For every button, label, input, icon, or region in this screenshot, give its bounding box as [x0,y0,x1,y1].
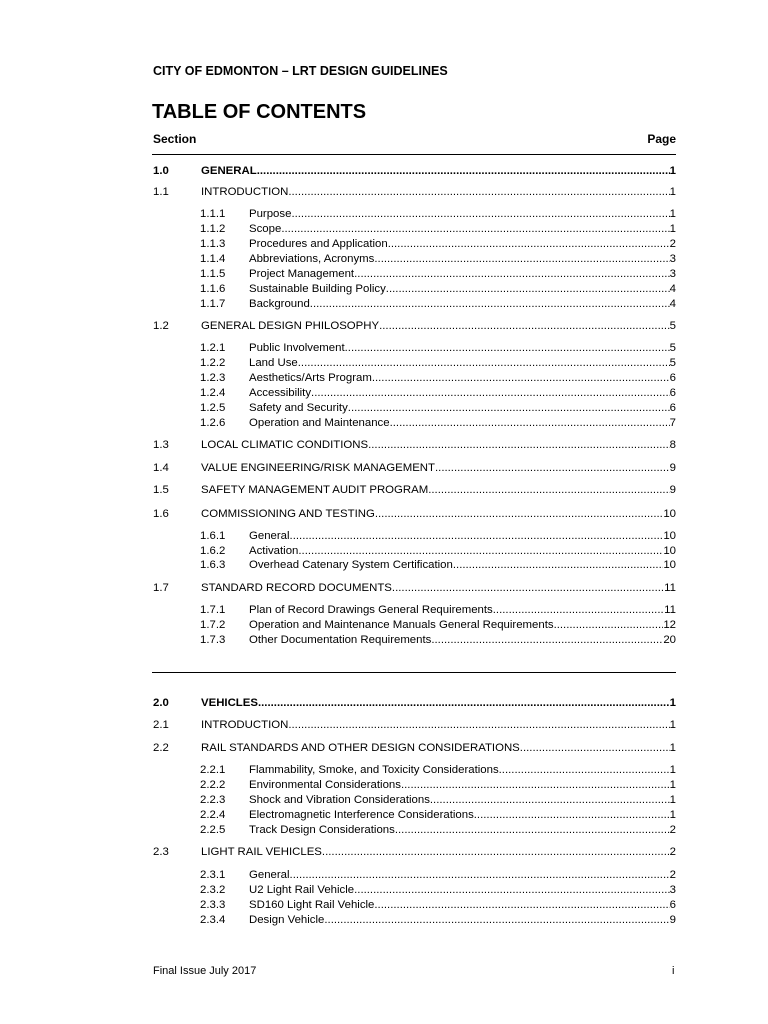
toc-entry-page: 3 [669,253,676,265]
toc-entry-number: 1.7.1 [200,604,226,616]
toc-entry-label: Plan of Record Drawings General Requirements [249,604,493,616]
toc-entry-label: Overhead Catenary System Certification [249,559,453,571]
toc-entry-page: 10 [663,530,676,542]
dot-leader [379,319,670,333]
toc-entry-number: 1.1.3 [200,238,226,250]
toc-entry-1-2-5[interactable] [153,401,676,415]
dot-leader [428,483,669,497]
toc-entry-1-1-4[interactable] [153,252,676,266]
toc-entry-number: 1.7.2 [200,619,226,631]
header-divider [152,154,676,155]
toc-entry-page: 1 [669,779,676,791]
toc-entry-page: 1 [669,742,676,754]
toc-entry-number: 2.2 [153,742,169,754]
toc-entry-2-2[interactable] [153,741,676,755]
toc-entry-2-3-4[interactable] [153,913,676,927]
toc-entry-number: 2.3 [153,846,169,858]
dot-leader [281,222,669,236]
toc-entry-label: Operation and Maintenance Manuals General Requirements [249,619,554,631]
toc-entry-page: 9 [669,914,676,926]
toc-entry-label: VEHICLES [201,697,258,709]
toc-entry-number: 2.2.2 [200,779,226,791]
toc-entry-number: 1.1.7 [200,298,226,310]
toc-entry-page: 2 [669,846,676,858]
toc-entry-1-7-2[interactable] [153,618,676,632]
toc-entry-number: 1.2.6 [200,417,226,429]
dot-leader [354,883,670,897]
toc-entry-label: Project Management [249,268,355,280]
toc-entry-2-2-3[interactable] [153,793,676,807]
toc-entry-page: 2 [669,824,676,836]
dot-leader [520,741,670,755]
toc-entry-1-6[interactable] [153,507,676,521]
toc-entry-page: 5 [669,357,676,369]
toc-entry-page: 2 [669,869,676,881]
toc-entry-number: 1.1.2 [200,223,226,235]
toc-entry-1-2-6[interactable] [153,416,676,430]
dot-leader [288,185,669,199]
dot-leader [257,164,670,178]
dot-leader [258,696,670,710]
toc-entry-2-2-1[interactable] [153,763,676,777]
toc-entry-1-1-7[interactable] [153,297,676,311]
toc-entry-label: Other Documentation Requirements [249,634,432,646]
toc-entry-label: GENERAL DESIGN PHILOSOPHY [201,320,380,332]
dot-leader [390,416,670,430]
toc-entry-label: LIGHT RAIL VEHICLES [201,846,322,858]
toc-entry-1-7-3[interactable] [153,633,676,647]
dot-leader [324,913,669,927]
toc-entry-1-6-3[interactable] [153,558,676,572]
toc-entry-number: 2.1 [153,719,169,731]
toc-entry-number: 2.2.3 [200,794,226,806]
toc-entry-page: 10 [663,545,676,557]
dot-leader [401,778,670,792]
toc-entry-number: 1.6.1 [200,530,226,542]
toc-entry-number: 1.6 [153,508,169,520]
toc-entry-2-2-2[interactable] [153,778,676,792]
toc-entry-page: 10 [663,559,676,571]
toc-entry-label: Public Involvement [249,342,345,354]
dot-leader [474,808,670,822]
toc-entry-1-4[interactable] [153,461,676,475]
toc-entry-page: 11 [664,582,676,594]
dot-leader [291,207,669,221]
toc-entry-number: 1.2.5 [200,402,226,414]
dot-leader [322,845,670,859]
toc-entry-1-2[interactable] [153,319,676,333]
toc-entry-number: 1.2.1 [200,342,226,354]
toc-entry-page: 1 [669,809,676,821]
dot-leader [374,252,669,266]
toc-entry-number: 1.2 [153,320,169,332]
toc-entry-page: 9 [669,484,676,496]
toc-entry-page: 1 [669,186,676,198]
toc-entry-page: 1 [669,794,676,806]
toc-entry-page: 5 [669,320,676,332]
toc-entry-label: RAIL STANDARDS AND OTHER DESIGN CONSIDERATIONS [201,742,520,754]
dot-leader [435,461,670,475]
toc-entry-label: COMMISSIONING AND TESTING [201,508,375,520]
toc-entry-number: 1.6.2 [200,545,226,557]
toc-entry-page: 1 [669,764,676,776]
dot-leader [348,401,670,415]
toc-entry-label: Design Vehicle [249,914,325,926]
toc-entry-label: Land Use [249,357,298,369]
toc-entry-number: 1.1 [153,186,169,198]
footer-page-number: i [672,965,675,977]
toc-entry-number: 2.3.1 [200,869,226,881]
toc-entry-page: 1 [669,719,676,731]
toc-entry-2-3-1[interactable] [153,868,676,882]
toc-entry-page: 7 [669,417,676,429]
toc-entry-1-1-1[interactable] [153,207,676,221]
toc-entry-number: 1.7 [153,582,169,594]
toc-entry-label: U2 Light Rail Vehicle [249,884,355,896]
toc-entry-label: VALUE ENGINEERING/RISK MANAGEMENT [201,462,435,474]
toc-entry-label: Aesthetics/Arts Program [249,372,372,384]
toc-entry-page: 1 [669,208,676,220]
toc-entry-number: 2.2.1 [200,764,226,776]
toc-entry-page: 6 [669,372,676,384]
dot-leader [290,868,670,882]
toc-entry-label: General [249,869,290,881]
toc-entry-page: 1 [669,223,676,235]
toc-entry-2-3-2[interactable] [153,883,676,897]
dot-leader [290,529,664,543]
toc-entry-page: 6 [669,387,676,399]
toc-entry-label: INTRODUCTION [201,186,289,198]
toc-entry-label: Safety and Security [249,402,348,414]
toc-entry-number: 2.3.4 [200,914,226,926]
toc-entry-label: Purpose [249,208,292,220]
toc-entry-number: 1.0 [153,165,169,177]
toc-entry-label: GENERAL [201,165,257,177]
toc-entry-number: 2.0 [153,697,169,709]
toc-entry-label: Scope [249,223,282,235]
toc-entry-page: 6 [669,899,676,911]
dot-leader [372,371,670,385]
toc-entry-label: INTRODUCTION [201,719,289,731]
footer-issue: Final Issue July 2017 [153,965,257,977]
dot-leader [288,718,669,732]
toc-entry-1-1[interactable] [153,185,676,199]
toc-entry-label: LOCAL CLIMATIC CONDITIONS [201,439,369,451]
toc-entry-number: 2.3.3 [200,899,226,911]
toc-entry-1-5[interactable] [153,483,676,497]
toc-entry-number: 2.2.5 [200,824,226,836]
toc-entry-2-2-4[interactable] [153,808,676,822]
dot-leader [392,581,664,595]
toc-entry-page: 3 [669,268,676,280]
column-header-section: Section [153,132,197,146]
toc-entry-1-7-1[interactable] [153,603,676,617]
toc-entry-label: STANDARD RECORD DOCUMENTS [201,582,392,594]
toc-entry-label: Operation and Maintenance [249,417,390,429]
toc-entry-label: Sustainable Building Policy [249,283,386,295]
toc-entry-1-1-6[interactable] [153,282,676,296]
toc-entry-1-1-3[interactable] [153,237,676,251]
toc-entry-label: SAFETY MANAGEMENT AUDIT PROGRAM [201,484,429,496]
dot-leader [375,507,663,521]
toc-entry-label: Environmental Considerations [249,779,401,791]
dot-leader [388,237,670,251]
toc-entry-1-2-4[interactable] [153,386,676,400]
toc-entry-1-1-5[interactable] [153,267,676,281]
toc-entry-number: 1.2.2 [200,357,226,369]
toc-entry-label: General [249,530,290,542]
toc-entry-label: Track Design Considerations [249,824,395,836]
toc-entry-label: SD160 Light Rail Vehicle [249,899,375,911]
toc-entry-1-6-2[interactable] [153,544,676,558]
dot-leader [554,618,664,632]
toc-entry-2-0[interactable] [153,696,676,710]
toc-entry-1-7[interactable] [153,581,676,595]
toc-entry-page: 11 [664,604,676,616]
toc-entry-label: Shock and Vibration Considerations [249,794,430,806]
toc-entry-number: 2.2.4 [200,809,226,821]
toc-entry-label: Abbreviations, Acronyms [249,253,375,265]
toc-entry-number: 1.1.1 [200,208,226,220]
document-header: CITY OF EDMONTON – LRT DESIGN GUIDELINES [153,64,448,78]
toc-entry-number: 1.3 [153,439,169,451]
dot-leader [493,603,664,617]
toc-entry-page: 20 [663,634,676,646]
toc-entry-page: 6 [669,402,676,414]
toc-entry-page: 12 [663,619,676,631]
toc-entry-number: 1.5 [153,484,169,496]
dot-leader [310,297,670,311]
toc-entry-label: Procedures and Application [249,238,388,250]
toc-entry-label: Electromagnetic Interference Considerations [249,809,474,821]
toc-entry-label: Accessibility [249,387,312,399]
toc-entry-2-3[interactable] [153,845,676,859]
chapter-divider [152,672,676,673]
toc-entry-1-3[interactable] [153,438,676,452]
dot-leader [431,633,663,647]
toc-entry-number: 1.1.6 [200,283,226,295]
toc-entry-2-2-5[interactable] [153,823,676,837]
dot-leader [298,356,670,370]
toc-entry-page: 8 [669,439,676,451]
toc-entry-2-1[interactable] [153,718,676,732]
dot-leader [374,898,669,912]
toc-entry-number: 1.7.3 [200,634,226,646]
toc-entry-2-3-3[interactable] [153,898,676,912]
toc-entry-page: 9 [669,462,676,474]
toc-entry-page: 1 [669,165,676,177]
toc-entry-label: Activation [249,545,299,557]
toc-entry-number: 1.1.4 [200,253,226,265]
toc-entry-number: 1.6.3 [200,559,226,571]
toc-entry-1-0[interactable] [153,164,676,178]
toc-entry-page: 4 [669,298,676,310]
dot-leader [368,438,670,452]
toc-entry-1-2-3[interactable] [153,371,676,385]
toc-entry-page: 4 [669,283,676,295]
toc-entry-page: 3 [669,884,676,896]
toc-entry-label: Background [249,298,310,310]
dot-leader [311,386,670,400]
dot-leader [386,282,670,296]
dot-leader [354,267,670,281]
dot-leader [345,341,670,355]
column-header-page: Page [647,132,676,146]
dot-leader [298,544,663,558]
toc-entry-page: 1 [669,697,676,709]
toc-entry-number: 1.4 [153,462,169,474]
dot-leader [453,558,663,572]
toc-entry-1-6-1[interactable] [153,529,676,543]
toc-entry-label: Flammability, Smoke, and Toxicity Considerations [249,764,499,776]
dot-leader [499,763,670,777]
toc-entry-1-2-1[interactable] [153,341,676,355]
toc-entry-number: 1.2.3 [200,372,226,384]
page-title: TABLE OF CONTENTS [152,101,367,123]
dot-leader [430,793,670,807]
toc-entry-page: 2 [669,238,676,250]
toc-entry-number: 1.2.4 [200,387,226,399]
toc-entry-1-1-2[interactable] [153,222,676,236]
toc-entry-number: 1.1.5 [200,268,226,280]
toc-entry-page: 10 [663,508,676,520]
toc-entry-1-2-2[interactable] [153,356,676,370]
toc-entry-page: 5 [669,342,676,354]
toc-entry-number: 2.3.2 [200,884,226,896]
dot-leader [395,823,670,837]
